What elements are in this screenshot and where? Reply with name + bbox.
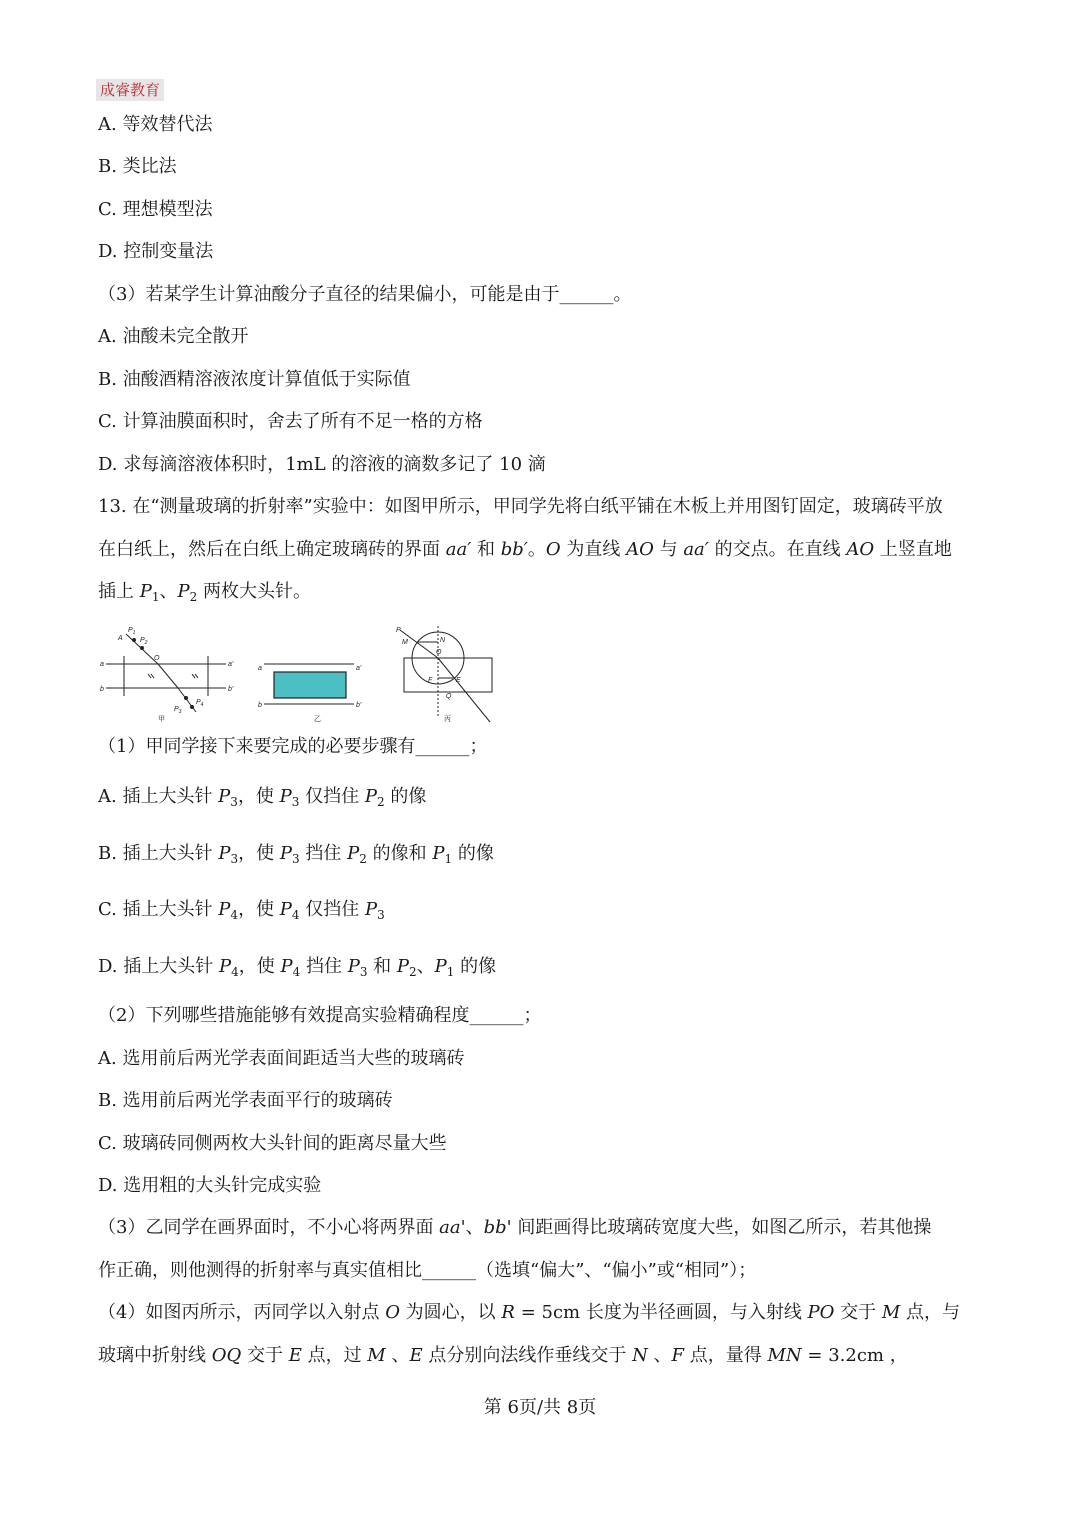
label-b-right-yi: b'	[356, 702, 362, 709]
label-o-bing: O	[436, 649, 442, 656]
q13-sub2-option-d: D. 选用粗的大头针完成实验	[98, 1175, 322, 1196]
label-a-right-jia: a'	[228, 661, 234, 668]
q12-sub3-option-b: B. 油酸酒精溶液浓度计算值低于实际值	[98, 369, 411, 390]
label-m-bing: M	[402, 639, 408, 646]
q12-option-b: B. 类比法	[98, 156, 177, 177]
q13-figures	[96, 620, 506, 726]
q13-sub3-line1: （3）乙同学在画界面时，不小心将两界面 aa'、bb' 间距画得比玻璃砖宽度大些，如图乙所示，若其他操	[98, 1217, 932, 1238]
q12-sub3-question: （3）若某学生计算油酸分子直径的结果偏小，可能是由于______。	[98, 284, 632, 305]
label-p-bing: P	[396, 627, 401, 634]
label-n-bing: N	[440, 637, 446, 644]
label-p1-jia: $P_1$	[128, 627, 136, 636]
q13-sub1-option-d: D. 插上大头针 $P_4$，使 $P_4$ 挡住 $P_3$ 和 $P_2$、$P_1$ 的像	[98, 956, 497, 979]
q13-sub1-option-b: B. 插上大头针 $P_3$，使 $P_3$ 挡住 $P_2$ 的像和 $P_1$ 的像	[98, 843, 494, 866]
q12-sub3-option-d: D. 求每滴溶液体积时，1mL 的溶液的滴数多记了 10 滴	[98, 454, 546, 475]
label-a-jia: A	[118, 635, 123, 642]
q13-stem-line1: 13. 在“测量玻璃的折射率”实验中：如图甲所示，甲同学先将白纸平铺在木板上并用图钉固定，玻璃砖平放	[98, 496, 943, 517]
caption-yi: 乙	[314, 716, 321, 723]
q13-sub4-line1: （4）如图丙所示，丙同学以入射点 O 为圆心，以 R = 5cm 长度为半径画圆，与入射线 PO 交于 M 点，与	[98, 1302, 961, 1323]
q13-sub2-question: （2）下列哪些措施能够有效提高实验精确程度______；	[98, 1005, 542, 1026]
q13-sub2-option-b: B. 选用前后两光学表面平行的玻璃砖	[98, 1090, 393, 1111]
label-b-left-jia: b	[100, 686, 104, 693]
q13-sub3-line2: 作正确，则他测得的折射率与真实值相比______（选填“偏大”、“偏小”或“相同”）；	[98, 1260, 757, 1281]
figure-bing	[400, 626, 492, 722]
q13-sub2-option-a: A. 选用前后两光学表面间距适当大些的玻璃砖	[98, 1048, 465, 1069]
q12-sub3-option-a: A. 油酸未完全散开	[98, 326, 249, 347]
label-p4-jia: $P_4$	[196, 699, 204, 708]
q13-sub1-option-a: A. 插上大头针 $P_3$，使 $P_3$ 仅挡住 $P_2$ 的像	[98, 786, 427, 809]
brand-tag: 成睿教育	[96, 79, 164, 101]
q13-sub1-option-c: C. 插上大头针 $P_4$，使 $P_4$ 仅挡住 $P_3$	[98, 899, 385, 922]
label-p2-jia: $P_2$	[140, 637, 148, 646]
label-f-bing: F	[428, 677, 433, 684]
page-number: 第 6页/共 8页	[483, 1397, 597, 1418]
caption-jia: 甲	[158, 716, 165, 723]
q13-sub2-option-c: C. 玻璃砖同侧两枚大头针间的距离尽量大些	[98, 1133, 447, 1154]
label-p3-jia: $P_3$	[174, 706, 182, 715]
label-a-left-jia: a	[100, 661, 104, 668]
q13-stem-line3: 插上 $P_1$、$P_2$ 两枚大头针。	[98, 581, 311, 604]
caption-bing: 丙	[444, 716, 451, 723]
label-o-jia: O	[154, 655, 160, 662]
label-a-right-yi: a'	[356, 665, 362, 672]
q13-sub4-line2: 玻璃中折射线 OQ 交于 E 点，过 M 、E 点分别向法线作垂线交于 N 、F 点，量得 MN = 3.2cm ，	[98, 1345, 908, 1366]
label-a-left-yi: a	[258, 665, 262, 672]
q13-stem-line2: 在白纸上，然后在白纸上确定玻璃砖的界面 aa′ 和 bb′。O 为直线 AO 与 aa′ 的交点。在直线 AO 上竖直地	[98, 539, 952, 560]
glass-block-yi	[274, 672, 346, 698]
label-e-bing: E	[456, 677, 461, 684]
q12-option-d: D. 控制变量法	[98, 241, 214, 262]
label-b-right-jia: b'	[228, 686, 234, 693]
label-b-left-yi: b	[258, 702, 262, 709]
figure-yi	[264, 664, 354, 704]
q12-sub3-option-c: C. 计算油膜面积时，舍去了所有不足一格的方格	[98, 411, 483, 432]
q13-sub1-question: （1）甲同学接下来要完成的必要步骤有______；	[98, 736, 488, 757]
figure-jia	[106, 634, 226, 712]
q12-option-a: A. 等效替代法	[98, 114, 213, 135]
label-q-bing: Q	[446, 693, 452, 700]
q12-option-c: C. 理想模型法	[98, 199, 213, 220]
